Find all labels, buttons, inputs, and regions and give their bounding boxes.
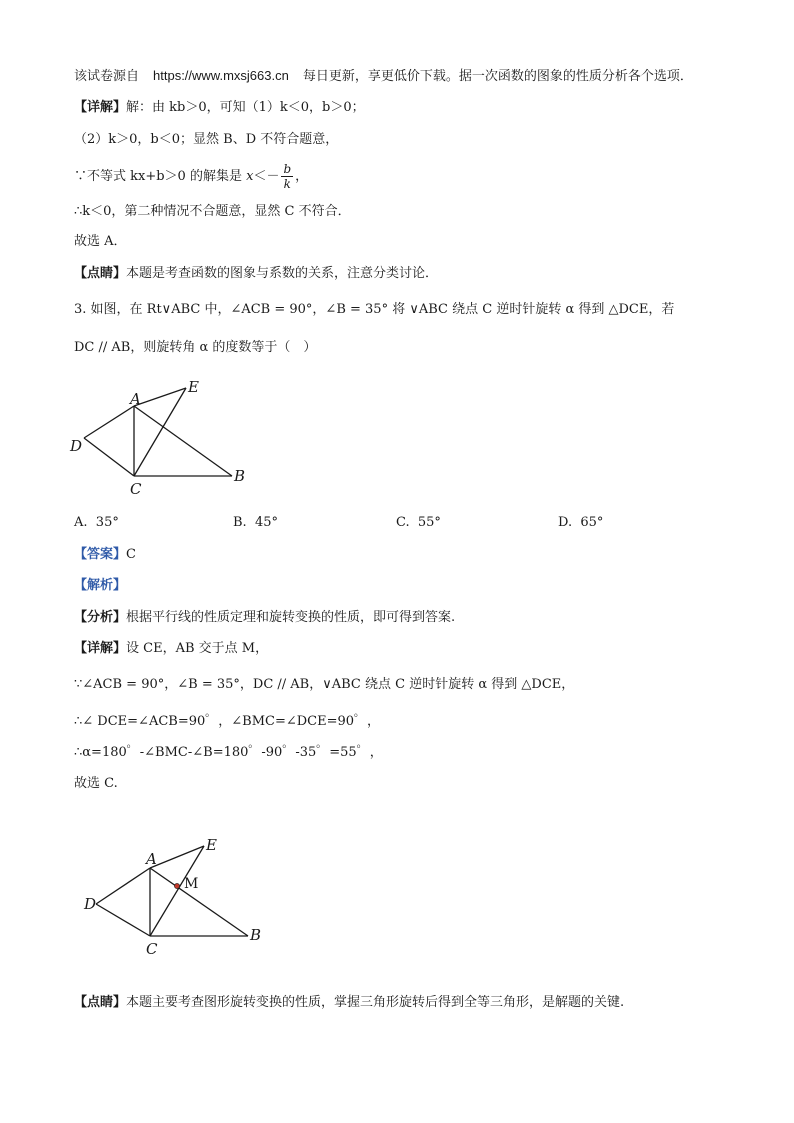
q2-comment-tag: 【点睛】 (74, 266, 127, 281)
q2-line2: （2）k＞0，b＜0；显然 B、D 不符合题意， (74, 132, 339, 147)
q2-fraction-num: b (283, 162, 292, 176)
q2-fraction-den: k (283, 177, 291, 191)
fig2-label-E: E (206, 836, 217, 854)
q3-comment-tag: 【点睛】 (74, 995, 127, 1010)
q3-answer: C (126, 547, 136, 562)
fig1-label-C: C (130, 480, 142, 498)
q2-comment-text: 本题是考查函数的图象与系数的关系，注意分类讨论． (126, 266, 439, 281)
q3-fenxi-text: 根据平行线的性质定理和旋转变换的性质，即可得到答案. (126, 610, 456, 625)
q3-stem-line1: 3. 如图，在 Rt∨ABC 中，∠ACB = 90°，∠B = 35° 将 ∨ABC 绕点 C 逆时针旋转 α 得到 △DCE，若 (74, 302, 675, 317)
header-line (74, 67, 693, 86)
header-url[interactable]: https://www.mxsj663.cn (153, 68, 289, 83)
q2-detail-tag: 【详解】 (74, 100, 127, 115)
fig2-point-M (174, 883, 179, 888)
q2-fraction (281, 162, 293, 191)
q3-therefore-2: ∴α=180゜-∠BMC-∠B=180゜-90゜-35゜=55゜， (74, 745, 383, 760)
fig1-edge-DA (84, 406, 134, 438)
option-a[interactable]: A. 35° (74, 515, 119, 530)
q2-line3-lt: ＜－ (253, 169, 280, 184)
fig2-label-C: C (146, 940, 158, 958)
q3-stem-line2: DC // AB，则旋转角 α 的度数等于（ ） (74, 340, 317, 355)
q3-answer-line (74, 546, 136, 564)
q3-answer-tag: 【答案】 (74, 547, 127, 562)
q2-line3-var: x (246, 169, 254, 184)
q3-analysis-tag: 【解析】 (74, 578, 127, 593)
option-c[interactable]: C. 55° (396, 515, 441, 530)
fig2-edge-DA (96, 868, 150, 904)
q3-choose: 故选 C. (74, 776, 118, 791)
fig2-label-D: D (84, 895, 97, 913)
q2-line4: ∴k＜0，第二种情况不合题意，显然 C 不符合． (74, 204, 351, 219)
q3-because: ∵∠ACB = 90°，∠B = 35°，DC // AB，∨ABC 绕点 C 逆时针旋转 α 得到 △DCE， (74, 677, 575, 692)
q3-figure-1 (66, 374, 256, 498)
fig2-label-A: A (146, 850, 157, 868)
fig2-edge-AB (150, 868, 248, 936)
fig1-edge-AE (134, 388, 186, 406)
q2-line3 (74, 160, 308, 194)
option-d[interactable]: D. 65° (558, 515, 604, 530)
q3-therefore-1: ∴∠ DCE=∠ACB=90゜，∠BMC=∠DCE=90゜， (74, 714, 381, 729)
fig2-edge-DC (96, 904, 150, 936)
fig2-edge-AE (150, 846, 204, 868)
q2-detail-text: 解：由 kb＞0，可知（1）k＜0，b＞0； (126, 100, 365, 115)
q3-fenxi-line (74, 609, 455, 627)
q3-detail-tag: 【详解】 (74, 641, 127, 656)
fig1-edge-AB (134, 406, 232, 476)
q2-comment-line (74, 265, 438, 283)
fig1-edge-EC (134, 388, 186, 476)
fig2-label-M: M (184, 876, 199, 892)
fig1-label-D: D (70, 437, 83, 455)
q2-detail-line (74, 99, 365, 117)
header-source-prefix: 该试卷源自 (74, 69, 140, 84)
fig1-label-A: A (130, 390, 141, 408)
header-suffix: 每日更新，享更低价下载。据一次函数的图象的性质分析各个选项． (302, 69, 693, 84)
q3-detail-text: 设 CE，AB 交于点 M， (126, 641, 269, 656)
q2-choose: 故选 A． (74, 234, 127, 249)
fig1-label-E: E (188, 378, 199, 396)
q3-fenxi-tag: 【分析】 (74, 610, 127, 625)
option-b[interactable]: B. 45° (233, 515, 278, 530)
q2-line3-suffix: ， (295, 169, 309, 184)
fig1-edge-DC (84, 438, 134, 476)
q3-comment-line (74, 994, 624, 1012)
q2-line3-prefix: ∵不等式 kx+b＞0 的解集是 (74, 169, 242, 184)
fig1-label-B: B (234, 467, 246, 485)
q3-detail-line (74, 640, 268, 658)
q3-figure-2 (80, 834, 280, 958)
q3-comment-text: 本题主要考查图形旋转变换的性质，掌握三角形旋转后得到全等三角形，是解题的关键. (126, 995, 625, 1010)
fig2-label-B: B (250, 926, 262, 944)
